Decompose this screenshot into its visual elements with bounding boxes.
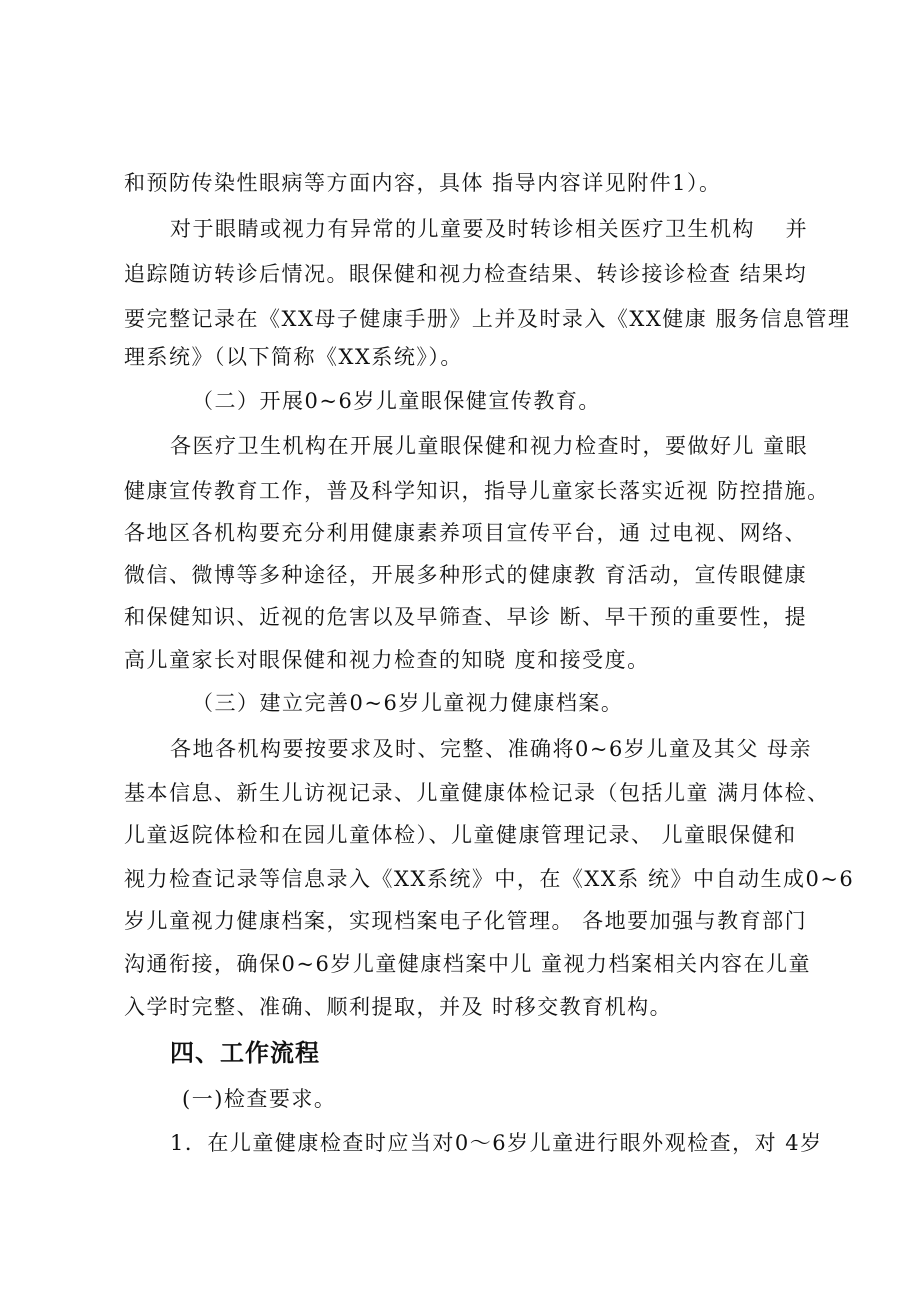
- text-line-15: 基本信息、新生儿访视记录、儿童健康体检记录（包括儿童 满月体检、: [124, 781, 830, 805]
- subsection-heading-2: （二）开展0~6岁儿童眼保健宣传教育。: [192, 389, 601, 413]
- text-line-10: 微信、微博等多种途径，开展多种形式的健康教 育活动，宣传眼健康: [124, 563, 808, 587]
- text-line-last: 1．在儿童健康检查时应当对0～6岁儿童进行眼外观检查，对 4岁: [170, 1131, 823, 1155]
- subsection-heading-3: （三）建立完善0~6岁儿童视力健康档案。: [192, 691, 624, 715]
- text-line-9: 各地区各机构要充分利用健康素养项目宣传平台，通 过电视、网络、: [124, 521, 808, 545]
- text-line-11: 和保健知识、近视的危害以及早筛查、早诊 断、早干预的重要性，提: [124, 605, 808, 629]
- section-heading: 四、工作流程: [170, 1039, 320, 1067]
- text-line-12: 高儿童家长对眼保健和视力检查的知晓 度和接受度。: [124, 648, 650, 672]
- text-line-8: 健康宣传教育工作，普及科学知识，指导儿童家长落实近视 防控措施。: [124, 479, 830, 503]
- text-line-3: 追踪随访转诊后情况。眼保健和视力检查结果、转诊接诊检查 结果均: [124, 262, 808, 286]
- text-line-19: 沟通衔接，确保0~6岁儿童健康档案中儿 童视力档案相关内容在儿童: [124, 952, 811, 976]
- text-line-4: 要完整记录在《XX母子健康手册》上并及时录入《XX健康 服务信息管理: [124, 307, 851, 331]
- sub-heading: (一)检查要求。: [182, 1087, 337, 1111]
- text-line-2: 对于眼睛或视力有异常的儿童要及时转诊相关医疗卫生机构 并: [170, 217, 809, 241]
- text-line-20: 入学时完整、准确、顺利提取，并及 时移交教育机构。: [124, 995, 673, 1019]
- text-line-5: 理系统》（以下简称《XX系统》）。: [124, 345, 463, 369]
- text-line-18: 岁儿童视力健康档案，实现档案电子化管理。 各地要加强与教育部门: [124, 909, 808, 933]
- text-line-7: 各医疗卫生机构在开展儿童眼保健和视力检查时，要做好儿 童眼: [170, 434, 809, 458]
- text-line-14: 各地各机构要按要求及时、完整、准确将0~6岁儿童及其父 母亲: [170, 737, 812, 761]
- text-line-16: 儿童返院体检和在园儿童体检）、儿童健康管理记录、 儿童眼保健和: [124, 823, 797, 847]
- text-line-17: 视力检查记录等信息录入《XX系统》中，在《XX系 统》中自动生成0~6: [124, 867, 855, 891]
- text-line-1: 和预防传染性眼病等方面内容，具体 指导内容详见附件1）。: [124, 171, 722, 195]
